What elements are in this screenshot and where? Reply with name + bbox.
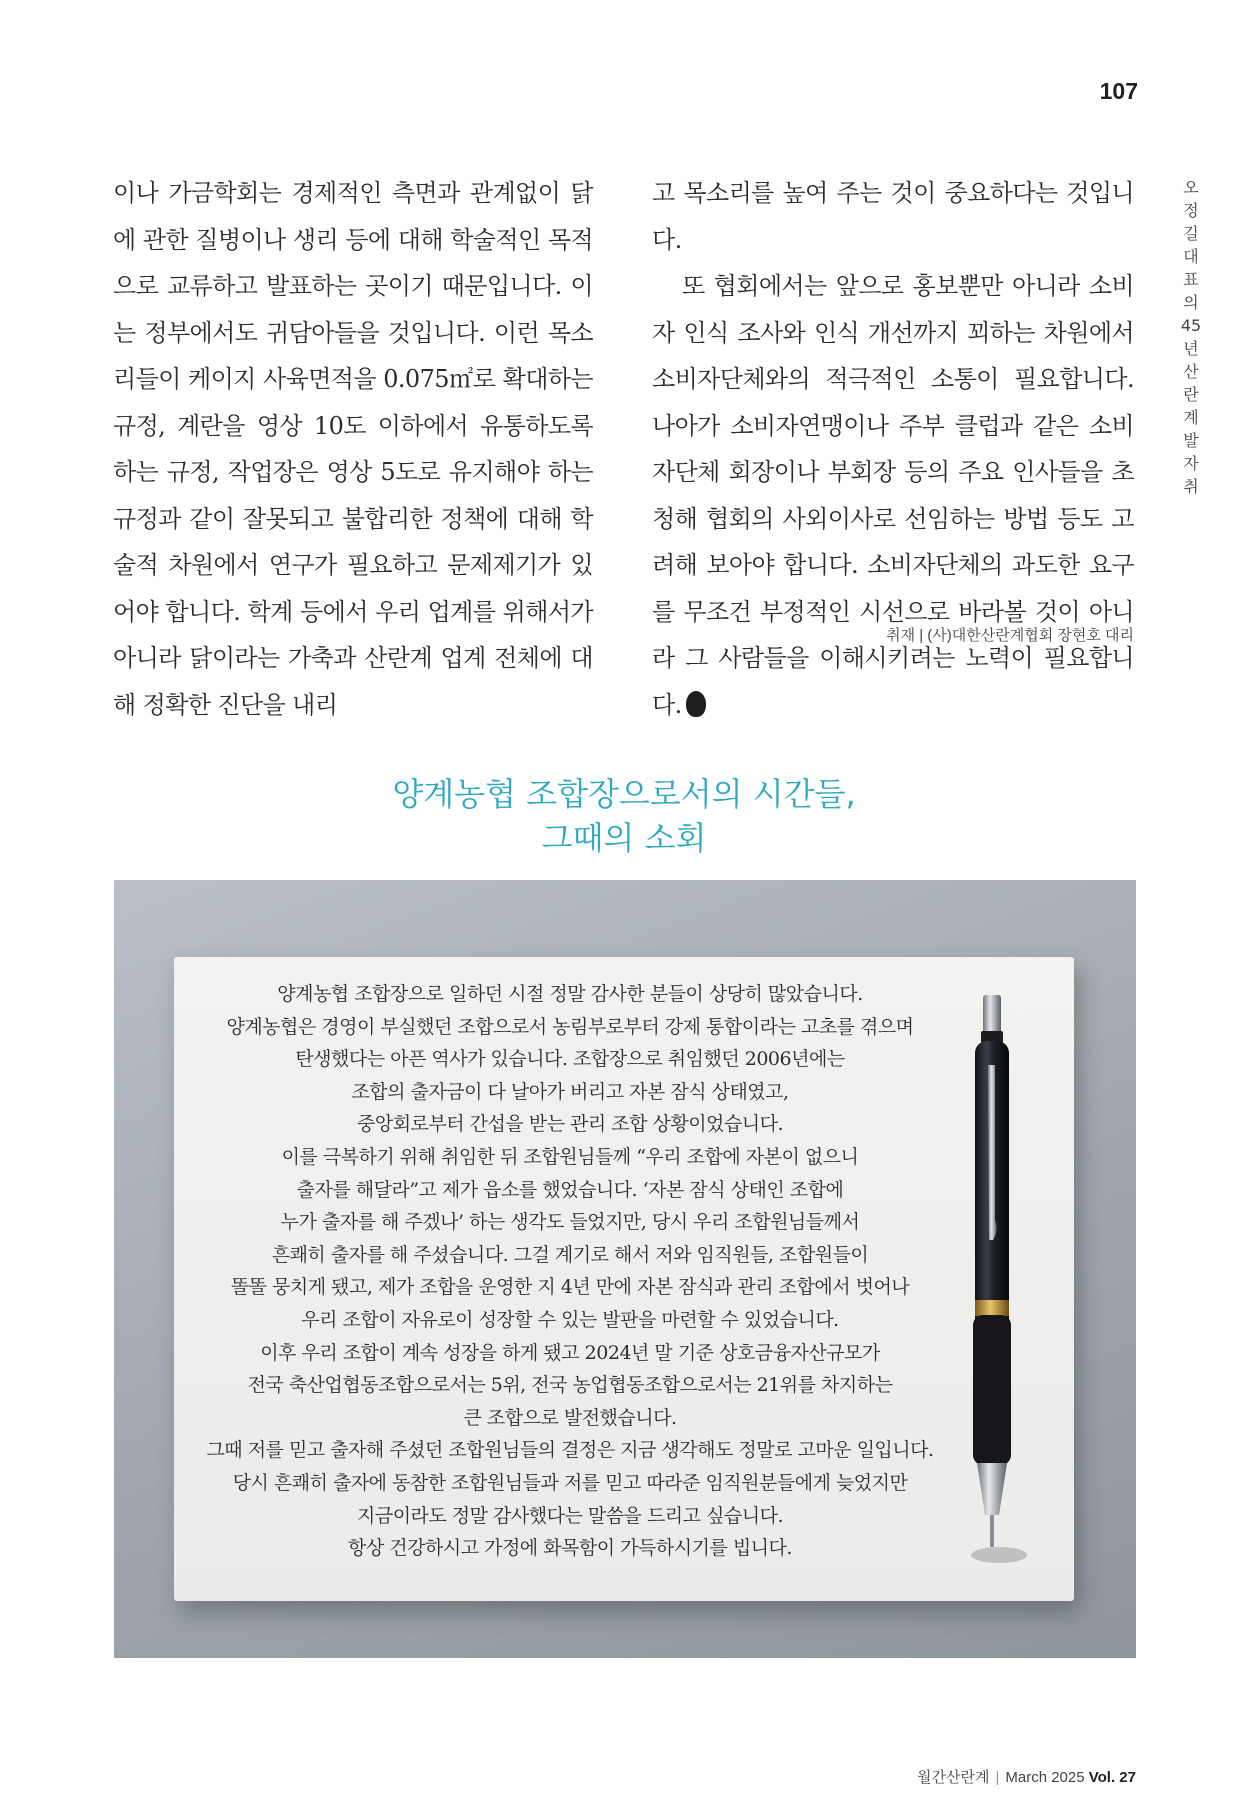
right-column-paragraph-1: 고 목소리를 높여 주는 것이 중요하다는 것입니다. — [652, 179, 1134, 254]
letter-line: 누가 출자를 해 주겠나’ 하는 생각도 들었지만, 당시 우리 조합원님들께서 — [280, 1211, 860, 1234]
letter-line: 양계농협 조합장으로 일하던 시절 정말 감사한 분들이 상당히 많았습니다. — [277, 983, 863, 1005]
page-number: 107 — [1099, 78, 1138, 104]
letter-line: 흔쾌히 출자를 해 주셨습니다. 그걸 계기로 해서 저와 임직원들, 조합원들이 — [271, 1243, 869, 1266]
article-credit: 취재 | (사)대한산란계협회 장현호 대리 — [886, 627, 1134, 644]
letter-line: 지금이라도 정말 감사했다는 말씀을 드리고 싶습니다. — [356, 1504, 784, 1527]
letter-line: 조합의 출자금이 다 날아가 버리고 자본 잠식 상태였고, — [351, 1080, 789, 1103]
page-footer — [917, 1766, 1136, 1787]
section-headline — [0, 772, 1248, 860]
letter-line: 출자를 해달라”고 제가 읍소를 했었습니다. ‘자본 잠식 상태인 조합에 — [296, 1178, 844, 1201]
letter-line: 이를 극복하기 위해 취임한 뒤 조합원님들께 “우리 조합에 자본이 없으니 — [281, 1145, 859, 1168]
end-mark-icon — [686, 691, 706, 717]
footer-magazine-name: 월간산란계 — [917, 1769, 990, 1786]
left-column — [113, 170, 593, 728]
pen-illustration — [955, 995, 1029, 1565]
letter-line: 전국 축산업협동조합으로서는 5위, 전국 농업협동조합으로서는 21위를 차지하는 — [247, 1374, 893, 1397]
headline-line-2: 그때의 소회 — [541, 819, 707, 857]
letter-line: 양계농협은 경영이 부실했던 조합으로서 농림부로부터 강제 통합이라는 고초를 겪으며 — [226, 1015, 914, 1038]
letter-line: 똘똘 뭉치게 됐고, 제가 조합을 운영한 지 4년 만에 자본 잠식과 관리 조합에서 벗어나 — [230, 1276, 910, 1299]
letter-line: 우리 조합이 자유로이 성장할 수 있는 발판을 마련할 수 있었습니다. — [301, 1308, 839, 1331]
letter-line: 큰 조합으로 발전했습니다. — [463, 1406, 677, 1429]
right-column-paragraph-2 — [652, 263, 1134, 728]
letter-line: 탄생했다는 아픈 역사가 있습니다. 조합장으로 취임했던 2006년에는 — [295, 1048, 845, 1071]
footer-issue: March 2025 — [1005, 1769, 1085, 1786]
letter-line: 항상 건강하시고 가정에 화목함이 가득하시기를 빕니다. — [348, 1537, 792, 1560]
footer-separator: | — [995, 1769, 1000, 1786]
headline-line-1: 양계농협 조합장으로서의 시간들, — [392, 775, 856, 813]
letter-line: 그때 저를 믿고 출자해 주셨던 조합원님들의 결정은 지금 생각해도 정말로 고마운 일입니다. — [206, 1439, 934, 1462]
side-section-title: 오정길 대표의 45년 산란계 발자취 — [1180, 178, 1202, 496]
left-column-paragraph: 이나 가금학회는 경제적인 측면과 관계없이 닭에 관한 질병이나 생리 등에 대해 학술적인 목적으로 교류하고 발표하는 곳이기 때문입니다. 이는 정부에서도 귀담아들을 것입니다. 이런 목소리들이 케이지 사육면적을 0.075㎡로 확대하는 규정, 계란을 영상 10도 이하에서 유통하도록 하는 규정, 작업장은 영상 5도로 유지해야 하는 규정과 같이 잘못되고 불합리한 정책에 대해 학술적 차원에서 연구가 필요하고 문제제기가 있어야 합니다. 학계 등에서 우리 업계를 위해서가 아니라 닭이라는 가축과 산란계 업계 전체에 대해 정확한 진단을 내리 — [113, 179, 593, 719]
letter-text — [190, 978, 950, 1565]
letter-line: 당시 흔쾌히 출자에 동참한 조합원님들과 저를 믿고 따라준 임직원분들에게 늦었지만 — [232, 1471, 908, 1494]
letter-line: 중앙회로부터 간섭을 받는 관리 조합 상황이었습니다. — [356, 1113, 784, 1136]
right-column-paragraph-2-text: 또 협회에서는 앞으로 홍보뿐만 아니라 소비자 인식 조사와 인식 개선까지 꾀하는 차원에서 소비자단체와의 적극적인 소통이 필요합니다. 나아가 소비자연맹이나 주부 클럽과 같은 소비자단체 회장이나 부회장 등의 주요 인사들을 초청해 협회의 사외이사로 선임하는 방법 등도 고려해 보아야 합니다. 소비자단체의 과도한 요구를 무조건 부정적인 시선으로 바라볼 것이 아니라 그 사람들을 이해시키려는 노력이 필요합니다. — [652, 272, 1134, 719]
letter-line: 이후 우리 조합이 계속 성장을 하게 됐고 2024년 말 기준 상호금융자산규모가 — [260, 1341, 880, 1364]
footer-volume: Vol. 27 — [1088, 1769, 1136, 1786]
